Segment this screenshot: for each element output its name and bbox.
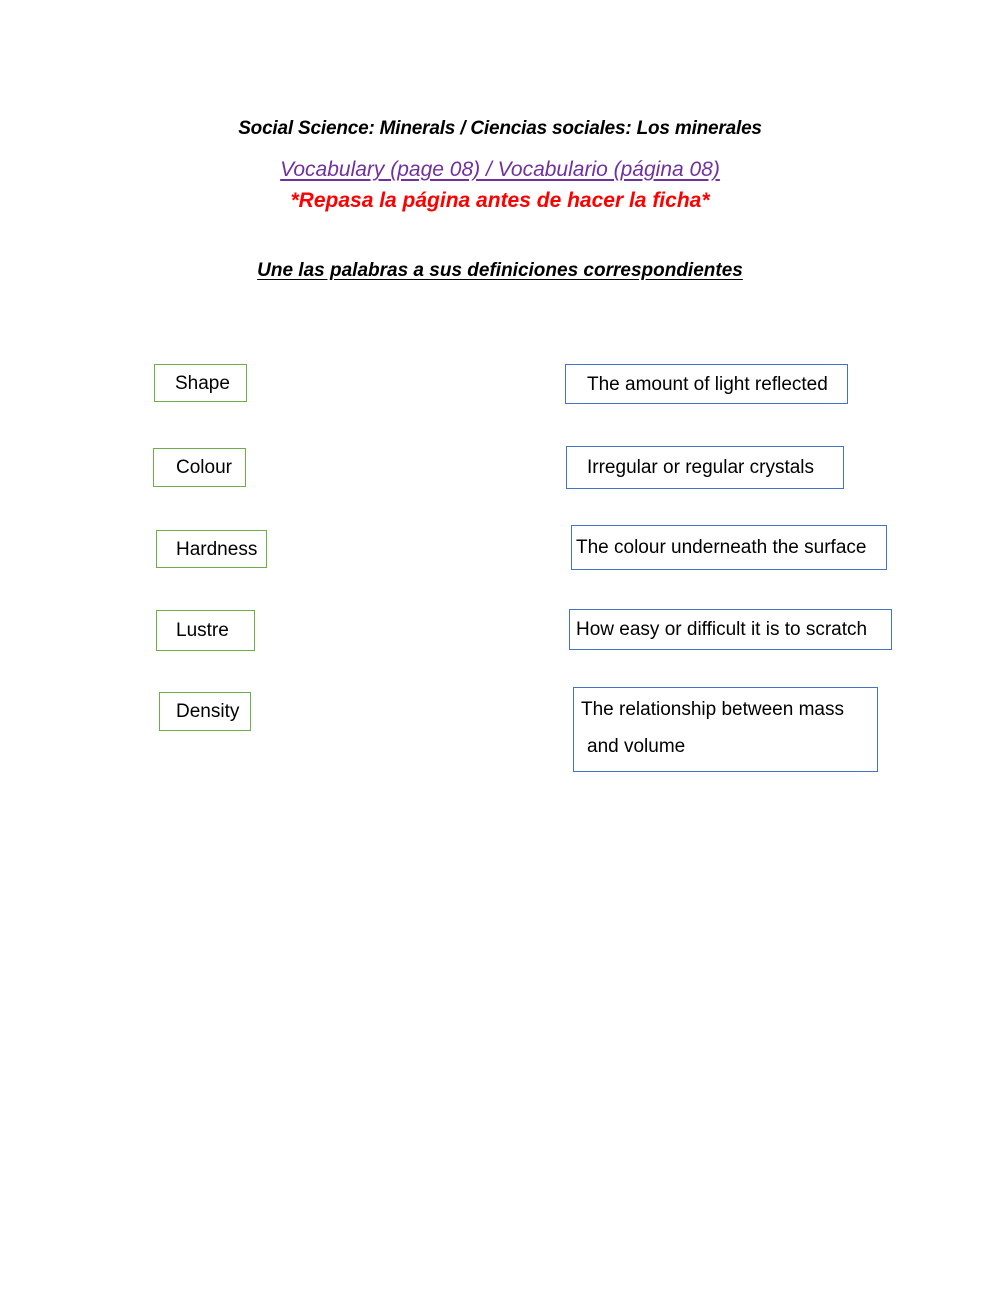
vocabulary-link[interactable]: Vocabulary (page 08) / Vocabulario (página 08) <box>280 158 720 181</box>
word-box-colour[interactable] <box>153 448 246 487</box>
instruction-text: Une las palabras a sus definiciones correspondientes <box>257 260 743 281</box>
word-box-density[interactable] <box>159 692 251 731</box>
definition-box-mass-volume[interactable] <box>573 687 878 772</box>
definition-text: The amount of light reflected <box>587 373 828 395</box>
definition-box-colour-underneath[interactable] <box>571 525 887 570</box>
word-box-hardness[interactable] <box>156 530 267 568</box>
review-reminder: *Repasa la página antes de hacer la ficha* <box>290 189 710 212</box>
definition-box-light-reflected[interactable] <box>565 364 848 404</box>
definition-text: Irregular or regular crystals <box>587 457 815 478</box>
worksheet-title: Social Science: Minerals / Ciencias sociales: Los minerales <box>238 118 762 139</box>
definition-box-crystals[interactable] <box>566 446 844 489</box>
word-label: Lustre <box>176 620 229 641</box>
definition-box-scratch[interactable] <box>569 609 892 650</box>
definition-text: The colour underneath the surface <box>576 537 867 558</box>
definition-text-line2: and volume <box>587 736 686 757</box>
word-label: Colour <box>176 457 232 478</box>
definition-text: How easy or difficult it is to scratch <box>576 619 868 640</box>
word-label: Density <box>176 701 240 722</box>
word-box-shape[interactable] <box>154 364 247 402</box>
definition-text-line1: The relationship between mass <box>581 699 844 720</box>
word-label: Hardness <box>176 538 258 560</box>
word-label: Shape <box>175 372 230 394</box>
word-box-lustre[interactable] <box>156 610 255 651</box>
